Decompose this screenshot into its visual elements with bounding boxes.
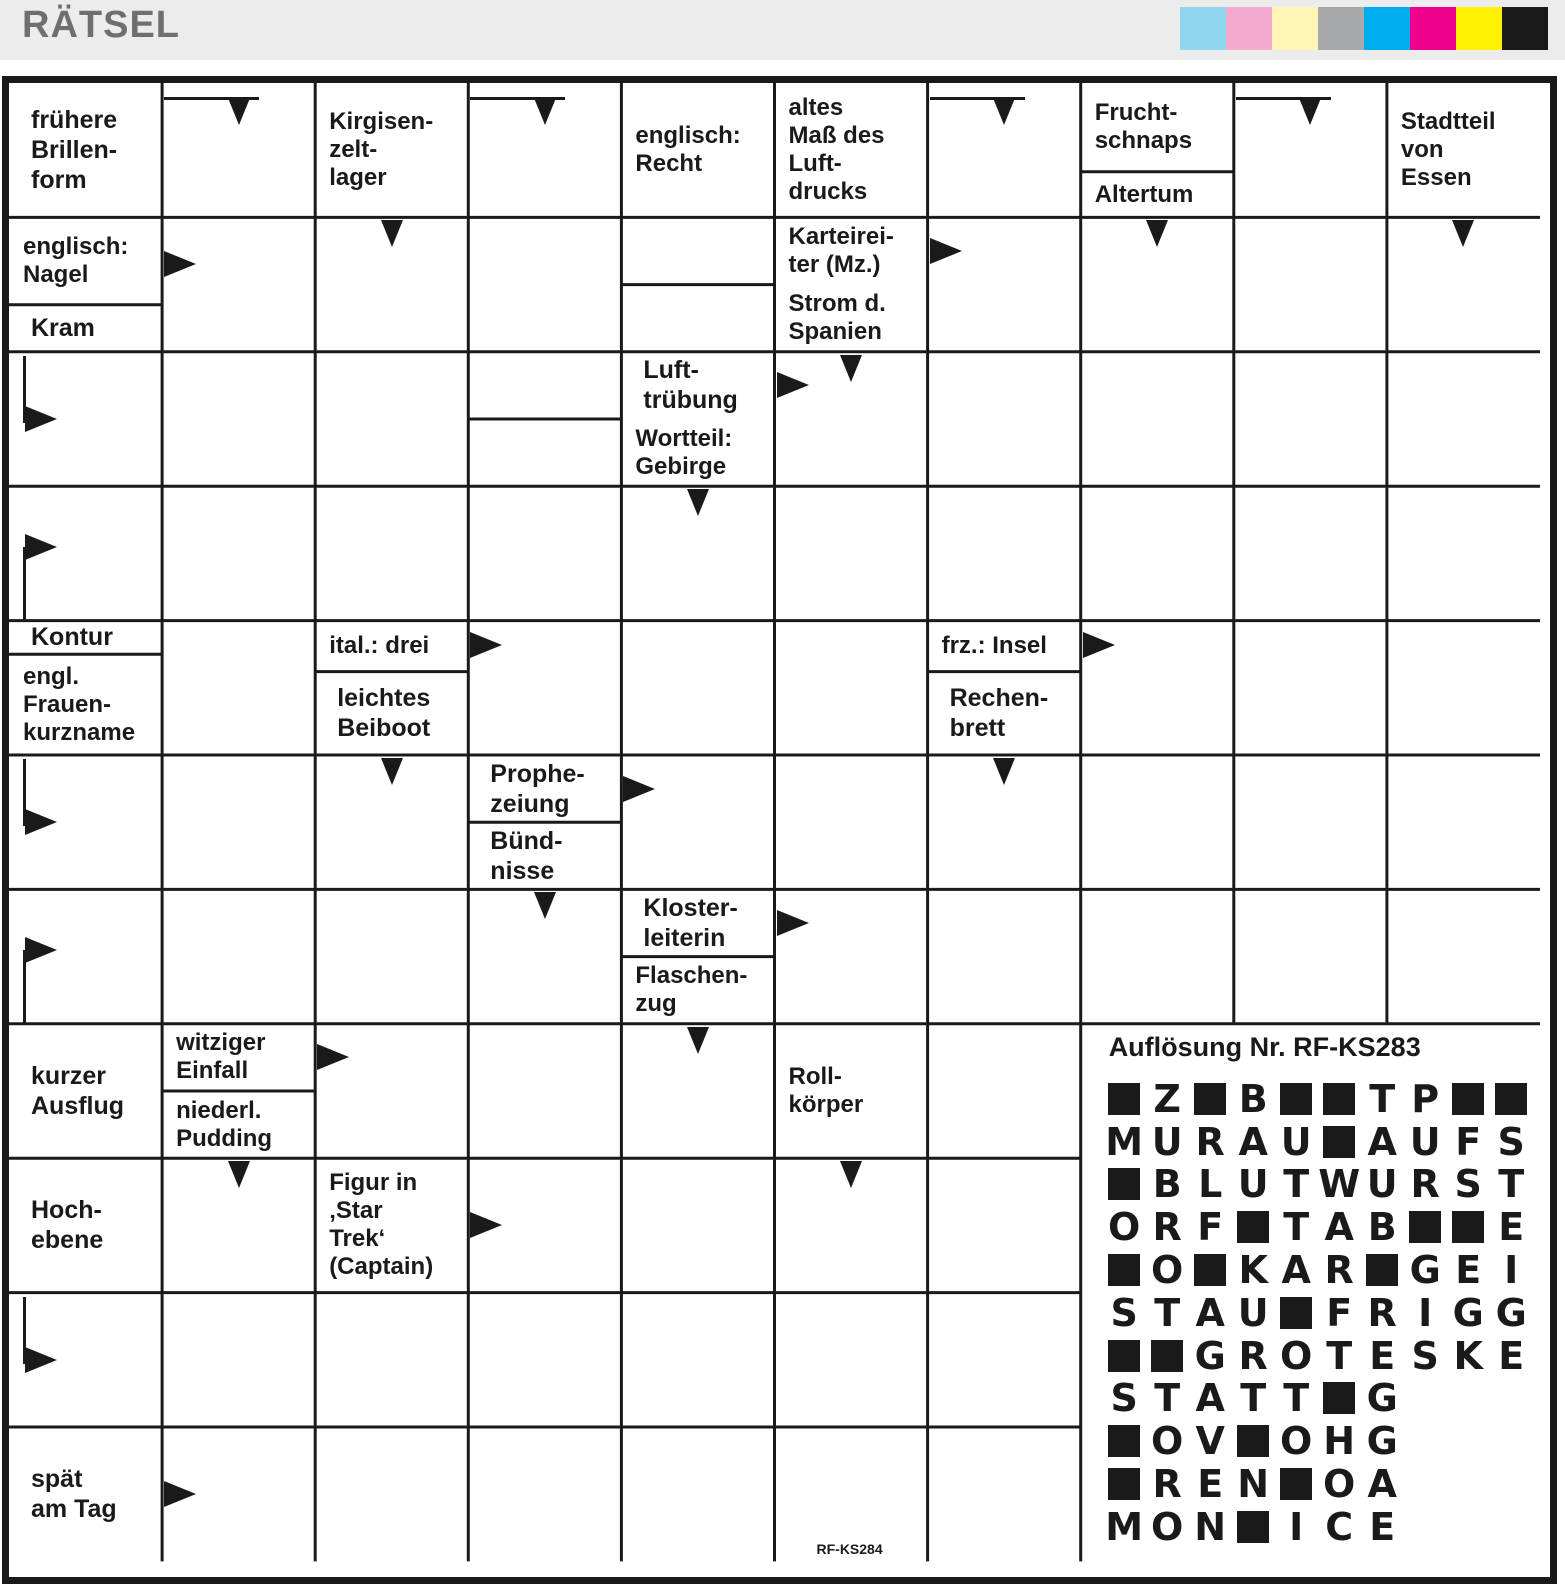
solution-letter: G: [1194, 1333, 1226, 1378]
page-title: RÄTSEL: [22, 4, 180, 46]
solution-block: [1318, 1121, 1361, 1163]
arrow-down-icon: [381, 758, 403, 785]
arrow-right-icon: [164, 251, 196, 277]
solution-row: [1103, 1078, 1533, 1120]
solution-row: [1103, 1249, 1533, 1291]
arrow-down-icon: [534, 98, 556, 125]
solution-letter: P: [1411, 1076, 1440, 1121]
solution-letter: V: [1195, 1419, 1225, 1464]
solution-row: [1103, 1206, 1533, 1248]
solution-letter: E: [1369, 1504, 1396, 1549]
solution-letter: S: [1110, 1376, 1138, 1421]
solution-letter: G: [1495, 1290, 1527, 1335]
solution-letter: K: [1238, 1247, 1268, 1292]
clue-kontur: Kontur: [31, 623, 113, 652]
solution-block: [1318, 1377, 1361, 1419]
solution-letter: G: [1409, 1247, 1441, 1292]
solution-letter: S: [1110, 1290, 1138, 1335]
solution-letter: A: [1195, 1290, 1225, 1335]
arrow-down-icon: [1452, 220, 1474, 247]
clue-figur-star-trek: Figur in ‚Star Trek‘ (Captain): [329, 1169, 434, 1281]
solution-letter: M: [1105, 1504, 1144, 1549]
solution-letter: O: [1280, 1333, 1313, 1378]
solution-letter: E: [1498, 1205, 1525, 1250]
clue-buendnisse: Bünd- nisse: [490, 826, 563, 885]
clue-niederl-pudding: niederl. Pudding: [176, 1096, 273, 1152]
solution-block: [1447, 1078, 1490, 1120]
solution-letter: W: [1318, 1162, 1361, 1207]
solution-letter: T: [1369, 1076, 1396, 1121]
clue-kram: Kram: [31, 314, 95, 343]
arrow-down-icon: [993, 758, 1015, 785]
clue-prophezeiung: Prophe- zeiung: [490, 759, 585, 818]
solution-letter: K: [1453, 1333, 1483, 1378]
clue-rollkoerper: Roll- körper: [788, 1062, 864, 1118]
solution-letter: I: [1504, 1247, 1519, 1292]
solution-letter: L: [1198, 1162, 1223, 1207]
clue-lufttruebung: Luft- trübung: [643, 356, 738, 415]
solution-block: [1361, 1249, 1404, 1291]
solution-block: [1490, 1078, 1533, 1120]
solution-letter: A: [1195, 1376, 1225, 1421]
clue-strom-spanien: Strom d. Spanien: [788, 290, 886, 346]
print-color-swatch: [1410, 7, 1456, 50]
solution-letter: S: [1411, 1333, 1439, 1378]
solution-block: [1232, 1506, 1275, 1548]
solution-letter: C: [1325, 1504, 1354, 1549]
clue-altes-mass: altes Maß des Luft- drucks: [788, 94, 885, 206]
solution-letter: E: [1369, 1333, 1396, 1378]
arrow-right-icon: [1083, 632, 1115, 658]
arrow-down-icon: [1299, 98, 1321, 125]
solution-letter: H: [1323, 1419, 1356, 1464]
print-color-swatch: [1502, 7, 1548, 50]
solution-letter: U: [1280, 1119, 1312, 1164]
solution-letter: M: [1105, 1119, 1144, 1164]
clue-hochebene: Hoch- ebene: [31, 1196, 104, 1255]
solution-letter: T: [1240, 1376, 1267, 1421]
solution-row: [1103, 1377, 1404, 1419]
solution-letter: G: [1366, 1419, 1398, 1464]
solution-letter: R: [1367, 1290, 1397, 1335]
print-color-swatch: [1364, 7, 1410, 50]
solution-letter: G: [1366, 1376, 1398, 1421]
solution-letter: U: [1237, 1290, 1269, 1335]
solution-letter: T: [1283, 1162, 1310, 1207]
clue-engl-frauenkurzname: engl. Frauen- kurzname: [23, 662, 136, 746]
solution-letter: U: [1366, 1162, 1398, 1207]
clue-stadtteil-essen: Stadtteil von Essen: [1400, 108, 1496, 192]
clue-englisch-nagel: englisch: Nagel: [23, 233, 129, 289]
solution-letter: N: [1237, 1461, 1270, 1506]
solution-letter: B: [1152, 1162, 1182, 1207]
solution-letter: B: [1367, 1205, 1397, 1250]
clue-altertum: Altertum: [1094, 180, 1194, 208]
solution-letter: R: [1410, 1162, 1440, 1207]
clue-frz-insel: frz.: Insel: [941, 632, 1047, 660]
clue-englisch-recht: englisch: Recht: [635, 122, 741, 178]
solution-letter: T: [1154, 1376, 1181, 1421]
arrow-down-icon: [228, 98, 250, 125]
arrow-down-icon: [687, 489, 709, 516]
solution-letter: O: [1323, 1461, 1356, 1506]
solution-letter: F: [1326, 1290, 1353, 1335]
arrow-down-icon: [381, 220, 403, 247]
arrow-right-icon: [317, 1044, 349, 1070]
solution-letter: O: [1108, 1205, 1141, 1250]
clue-spaet-am-tag: spät am Tag: [31, 1465, 117, 1524]
solution-letter: T: [1326, 1333, 1353, 1378]
print-color-swatch: [1456, 7, 1502, 50]
solution-letter: A: [1367, 1461, 1397, 1506]
clue-flaschenzug: Flaschen- zug: [635, 962, 748, 1018]
solution-letter: R: [1238, 1333, 1268, 1378]
solution-letter: R: [1152, 1205, 1182, 1250]
solution-letter: F: [1197, 1205, 1224, 1250]
solution-row: [1103, 1506, 1404, 1548]
solution-block: [1103, 1163, 1146, 1205]
solution-letter: U: [1237, 1162, 1269, 1207]
clue-witziger-einfall: witziger Einfall: [176, 1029, 266, 1085]
solution-letter: N: [1194, 1504, 1227, 1549]
print-color-swatch: [1180, 7, 1226, 50]
solution-letter: O: [1151, 1247, 1184, 1292]
clue-karteireiter: Karteirei- ter (Mz.): [788, 222, 894, 278]
solution-title: Auflösung Nr. RF-KS283: [1108, 1031, 1421, 1062]
solution-block: [1189, 1249, 1232, 1291]
arrow-right-icon: [930, 238, 962, 264]
print-color-bar: [1180, 7, 1548, 50]
solution-letter: B: [1238, 1076, 1268, 1121]
arrow-down-icon: [534, 892, 556, 919]
solution-block: [1103, 1078, 1146, 1120]
clue-leichtes-beiboot: leichtes Beiboot: [337, 684, 431, 743]
clue-ital-drei: ital.: drei: [329, 632, 430, 660]
solution-row: [1103, 1335, 1533, 1377]
solution-letter: T: [1154, 1290, 1181, 1335]
clue-rechenbrett: Rechen- brett: [949, 684, 1049, 743]
solution-block: [1232, 1206, 1275, 1248]
solution-letter: O: [1280, 1419, 1313, 1464]
clue-kurzer-ausflug: kurzer Ausflug: [31, 1061, 125, 1120]
solution-letter: I: [1289, 1504, 1304, 1549]
solution-letter: R: [1152, 1461, 1182, 1506]
arrow-right-icon: [470, 632, 502, 658]
solution-block: [1146, 1335, 1189, 1377]
arrow-right-icon: [777, 372, 809, 398]
arrow-down-icon: [228, 1161, 250, 1188]
solution-letter: E: [1498, 1333, 1525, 1378]
solution-letter: U: [1409, 1119, 1441, 1164]
solution-block: [1103, 1335, 1146, 1377]
arrow-down-icon: [993, 98, 1015, 125]
arrow-right-icon: [623, 776, 655, 802]
clue-kirgisenzeltlager: Kirgisen- zelt- lager: [329, 108, 434, 192]
solution-block: [1103, 1249, 1146, 1291]
clue-klosterleiterin: Kloster- leiterin: [643, 893, 738, 952]
solution-letter: A: [1324, 1205, 1354, 1250]
solution-letter: E: [1197, 1461, 1224, 1506]
puzzle-code: RF-KS284: [816, 1541, 883, 1558]
arrow-right-icon: [470, 1212, 502, 1238]
solution-letter: G: [1452, 1290, 1484, 1335]
solution-block: [1404, 1206, 1447, 1248]
solution-block: [1318, 1078, 1361, 1120]
arrow-right-icon: [777, 910, 809, 936]
solution-letter: E: [1455, 1247, 1482, 1292]
solution-letter: O: [1151, 1419, 1184, 1464]
solution-block: [1232, 1420, 1275, 1462]
clue-fruehere-brillenform: frühere Brillen- form: [31, 106, 118, 195]
solution-block: [1447, 1206, 1490, 1248]
clue-wortteil-gebirge: Wortteil: Gebirge: [635, 424, 733, 480]
solution-row: [1103, 1292, 1533, 1334]
solution-letter: A: [1281, 1247, 1311, 1292]
arrow-down-icon: [840, 1161, 862, 1188]
arrow-down-icon: [687, 1027, 709, 1054]
arrow-right-icon: [164, 1481, 196, 1507]
crossword-grid: [2, 76, 1557, 1584]
solution-row: [1103, 1121, 1533, 1163]
solution-row: [1103, 1420, 1404, 1462]
solution-letter: T: [1498, 1162, 1525, 1207]
solution-block: [1103, 1420, 1146, 1462]
solution-letter: S: [1497, 1119, 1525, 1164]
arrow-down-icon: [840, 355, 862, 382]
print-color-swatch: [1272, 7, 1318, 50]
header-bar: [0, 0, 1565, 60]
solution-block: [1189, 1078, 1232, 1120]
solution-letter: R: [1324, 1247, 1354, 1292]
solution-row: [1103, 1163, 1533, 1205]
solution-block: [1103, 1463, 1146, 1505]
print-color-swatch: [1226, 7, 1272, 50]
solution-letter: F: [1455, 1119, 1482, 1164]
solution-letter: A: [1238, 1119, 1268, 1164]
solution-block: [1275, 1078, 1318, 1120]
solution-letter: A: [1367, 1119, 1397, 1164]
solution-block: [1275, 1292, 1318, 1334]
print-color-swatch: [1318, 7, 1364, 50]
solution-letter: T: [1283, 1376, 1310, 1421]
solution-letter: T: [1283, 1205, 1310, 1250]
solution-letter: S: [1454, 1162, 1482, 1207]
solution-letter: O: [1151, 1504, 1184, 1549]
solution-letter: R: [1195, 1119, 1225, 1164]
arrow-down-icon: [1146, 220, 1168, 247]
solution-letter: U: [1151, 1119, 1183, 1164]
solution-letter: Z: [1153, 1076, 1181, 1121]
solution-block: [1275, 1463, 1318, 1505]
solution-letter: I: [1418, 1290, 1433, 1335]
clue-fruchtschnaps: Frucht- schnaps: [1094, 99, 1193, 155]
solution-row: [1103, 1463, 1404, 1505]
